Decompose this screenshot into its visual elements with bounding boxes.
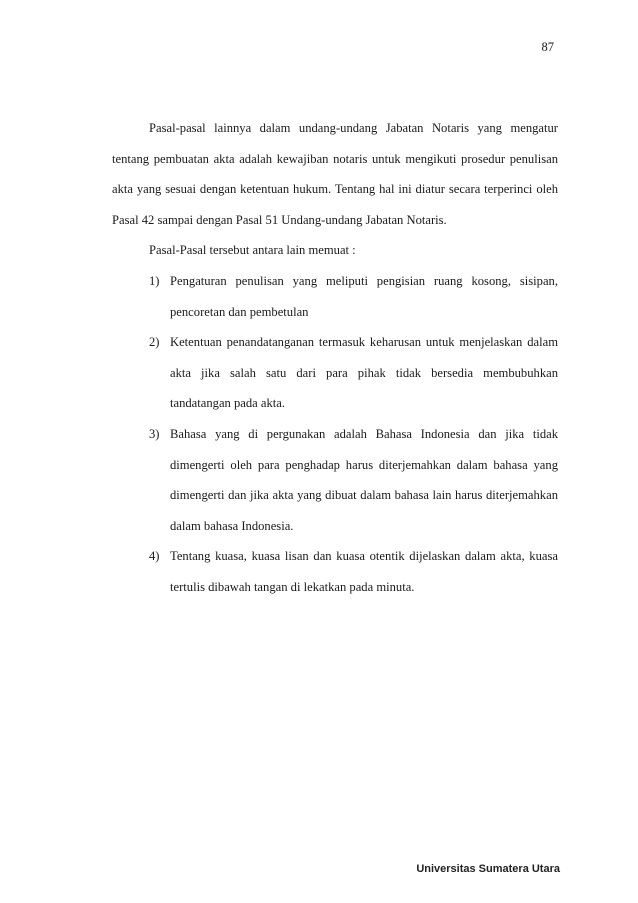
footer-institution: Universitas Sumatera Utara [416, 863, 560, 875]
list-item-text: Pengaturan penulisan yang meliputi pengisian ruang kosong, sisipan, pencoretan dan pembetulan [170, 273, 558, 319]
document-body [112, 113, 558, 603]
page-number: 87 [541, 40, 554, 54]
list-intro: Pasal-Pasal tersebut antara lain memuat : [149, 243, 356, 258]
list-item-number: 2) [149, 335, 160, 350]
list-item [112, 327, 558, 419]
list-item-text: Tentang kuasa, kuasa lisan dan kuasa otentik dijelaskan dalam akta, kuasa tertulis dibawah tangan di lekatkan pada minuta. [170, 549, 558, 594]
list-item-number: 1) [149, 273, 160, 288]
list-item [112, 541, 558, 602]
list-item-text: Bahasa yang di pergunakan adalah Bahasa Indonesia dan jika tidak dimengerti oleh para penghadap harus diterjemahkan dalam bahasa yang dimengerti dan jika akta yang dibuat dalam bahasa lain harus diterjemahkan dalam bahasa Indonesia. [170, 426, 558, 533]
body-paragraph: Pasal-pasal lainnya dalam undang-undang Jabatan Notaris yang mengatur tentang pembuatan akta adalah kewajiban notaris untuk mengikuti prosedur penulisan akta yang sesuai dengan ketentuan hukum. Tentang hal ini diatur secara terperinci oleh Pasal 42 sampai dengan Pasal 51 Undang-undang Jabatan Notaris. [112, 121, 558, 227]
numbered-list [112, 266, 558, 603]
list-item-text: Ketentuan penandatanganan termasuk keharusan untuk menjelaskan dalam akta jika salah satu dari para pihak tidak bersedia membubuhkan tandatangan pada akta. [170, 335, 558, 411]
list-item-number: 3) [149, 426, 160, 441]
list-item [112, 419, 558, 541]
list-item [112, 266, 558, 327]
list-item-number: 4) [149, 549, 160, 564]
